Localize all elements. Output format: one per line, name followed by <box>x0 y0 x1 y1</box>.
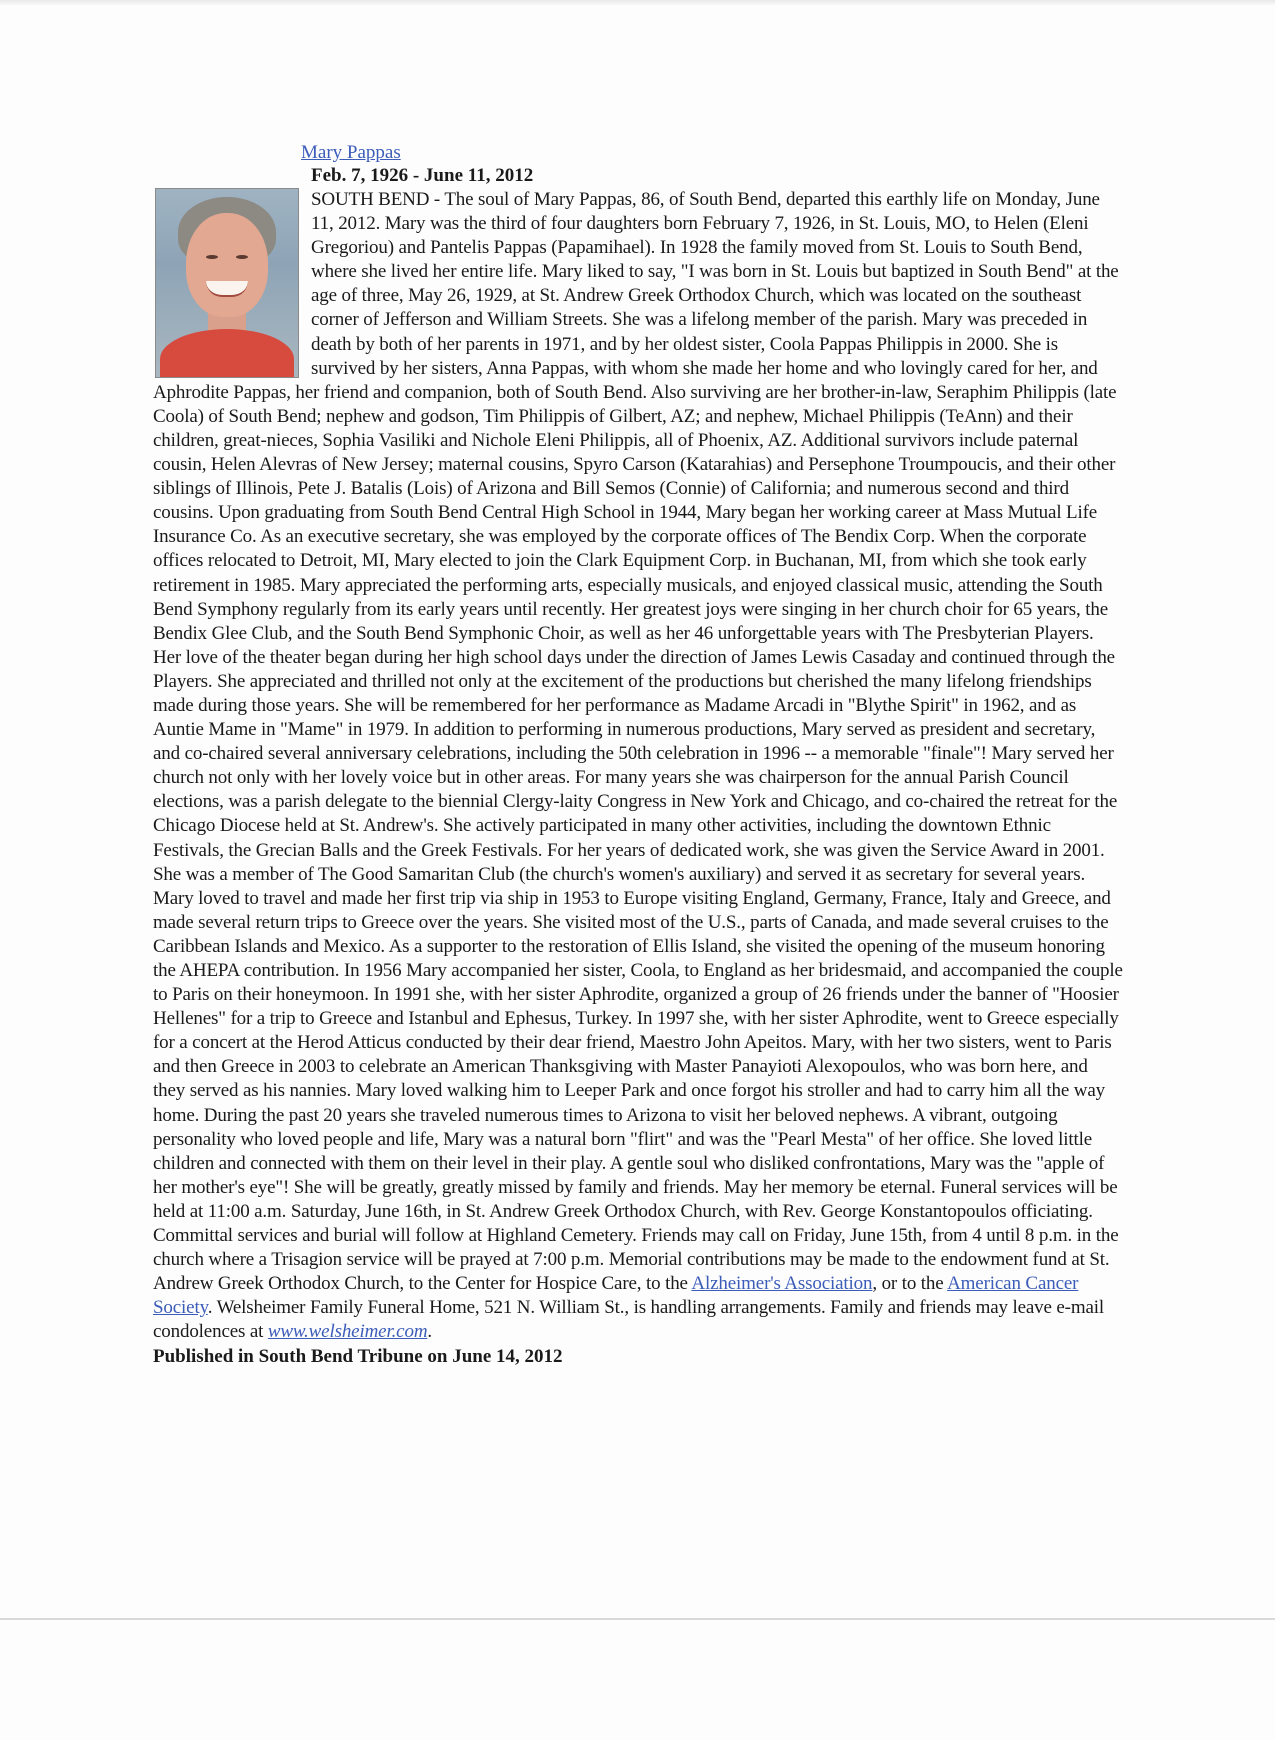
portrait-photo <box>155 188 299 378</box>
date-range: Feb. 7, 1926 - June 11, 2012 <box>311 165 534 186</box>
published-line: Published in South Bend Tribune on June 14, 2012 <box>153 1345 563 1367</box>
website-link[interactable]: www.welsheimer.com <box>267 1321 428 1343</box>
scan-top-edge <box>0 0 1275 6</box>
photo-sweater <box>160 329 294 378</box>
cancer-society-link[interactable]: American Cancer Society <box>153 1273 1079 1319</box>
name-link[interactable]: Mary Pappas <box>301 142 401 163</box>
alzheimers-link[interactable]: Alzheimer's Association <box>691 1273 873 1295</box>
obituary-paragraph: SOUTH BEND - The soul of Mary Pappas, 86, of South Bend, departed this earthly life on Monday, June 11, 2012. Mary was the third of four daughters born February 7, 1926, in St. Louis, MO, to Helen (Eleni Gregoriou) and Pantelis Pappas (Papamihael). In 1928 the family moved from St. Louis to South Bend, where she lived her entire life. Mary liked to say, "I was born in St. Louis but baptized in South Bend" at the age of three, May 26, 1929, at St. Andrew Greek Orthodox Church, which was located on the southeast corner of Jefferson and William Streets. She was a lifelong member of the parish. Mary was preceded in death by both of her parents in 1971, and by her oldest sister, Coola Pappas Philippis in 2000. She is survived by her sisters, Anna Pappas, with whom she made her home and who lovingly cared for her, and Aphrodite Pappas, her friend and companion, both of South Bend. Also surviving are her brother-in-law, Seraphim Philippis (late Coola) of South Bend; nephew and godson, Tim Philippis of Gilbert, AZ; and nephew, Michael Philippis (TeAnn) and their children, great-nieces, Sophia Vasiliki and Nichole Eleni Philippis, all of Phoenix, AZ. Additional survivors include paternal cousin, Helen Alevras of New Jersey; maternal cousins, Spyro Carson (Katarahias) and Persephone Troumpoucis, and their other siblings of Illinois, Pete J. Batalis (Lois) of Arizona and Bill Semos (Connie) of California; and numerous second and third cousins. Upon graduating from South Bend Central High School in 1944, Mary began her working career at Mass Mutual Life Insurance Co. As an executive secretary, she was employed by the corporate offices of The Bendix Corp. When the corporate offices relocated to Detroit, MI, Mary elected to join the Clark Equipment Corp. in Buchanan, MI, from which she took early retirement in 1985. Mary appreciated the performing arts, especially musicals, and enjoyed classical music, attending the South Bend Symphony regularly from its early years until recently. Her greatest joys were singing in her church choir for 65 years, the Bendix Glee Club, and the South Bend Symphonic Choir, as well as her 46 unforgettable years with The Presbyterian Players. Her love of the theater began during her high school days under the direction of James Lewis Casaday and continued through the Players. She appreciated and thrilled not only at the excitement of the productions but cherished the many lifelong friendships made during those years. She will be remembered for her performance as Madame Arcadi in "Blythe Spirit" in 1962, and as Auntie Mame in "Mame" in 1979. In addition to performing in numerous productions, Mary served as president and secretary, and co-chaired several anniversary celebrations, including the 50th celebration in 1996 -- a memorable "finale"! Mary served her church not only with her lovely voice but in other areas. For many years she was chairperson for the annual Parish Council elections, was a parish delegate to the biennial Clergy-laity Congress in New York and Chicago, and co-chaired the retreat for the Chicago Diocese held at St. Andrew's. She actively participated in many other activities, including the downtown Ethnic Festivals, the Grecian Balls and the Greek Festivals. For her years of dedicated work, she was given the Service Award in 2001. She was a member of The Good Samaritan Club (the church's women's auxiliary) and served it as secretary for several years. Mary loved to travel and made her first trip via ship in 1953 to Europe visiting England, Germany, France, Italy and Greece, and made several return trips to Greece over the years. She visited most of the U.S., parts of Canada, and made several cruises to the Caribbean Islands and Mexico. As a supporter to the restoration of Ellis Island, she visited the opening of the museum honoring the AHEPA contribution. In 1956 Mary accompanied her sister, Coola, to England as her bridesmaid, and accompanied the couple to Paris on their honeymoon. In 1991 she, with her sister Aphrodite, organized a group of 26 friends under the banner of "Hoosier Hellenes" for a trip to Greece and Istanbul and Ephesus, Turkey. In 1997 she, with her sister Aphrodite, went to Greece especially for a concert at the Herod Atticus conducted by their dear friend, Maestro John Apeitos. Mary, with her two sisters, went to Paris and then Greece in 2003 to celebrate an American Thanksgiving with Master Panayioti Alexopoulos, who was born here, and they served as his nannies. Mary loved walking him to Leeper Park and once forgot his stroller and had to carry him all the way home. During the past 20 years she traveled numerous times to Arizona to visit her beloved nephews. A vibrant, outgoing personality who loved people and life, Mary was a natural born "flirt" and was the "Pearl Mesta" of her office. She loved little children and connected with them on their level in their play. A gentle soul who disliked confrontations, Mary was the "apple of her mother's eye"! She will be greatly, greatly missed by family and friends. May her memory be eternal. Funeral services will be held at 11:00 a.m. Saturday, June 16th, in St. Andrew Greek Orthodox Church, with Rev. George Konstantopoulos officiating. Committal services and burial will follow at Highland Cemetery. Friends may call on Friday, June 15th, from 4 until 8 p.m. in the church where a Trisagion service will be prayed at 7:00 p.m. Memorial contributions may be made to the endowment fund at St. Andrew Greek Orthodox Church, to the Center for Hospice Care, to the <box>153 189 1123 1295</box>
photo-face <box>186 213 268 317</box>
scan-bottom-edge <box>0 1618 1275 1620</box>
text-after-links: . Welsheimer Family Funeral Home, 521 N. William St., is handling arrangements. Family and friends may leave e-mail condolences at <box>153 1297 1105 1343</box>
text-between-links: , or to the <box>872 1273 944 1295</box>
final-period: . <box>427 1321 432 1343</box>
photo-eye-right <box>236 255 248 259</box>
photo-eye-left <box>206 255 218 259</box>
obituary-article <box>153 142 1123 1369</box>
